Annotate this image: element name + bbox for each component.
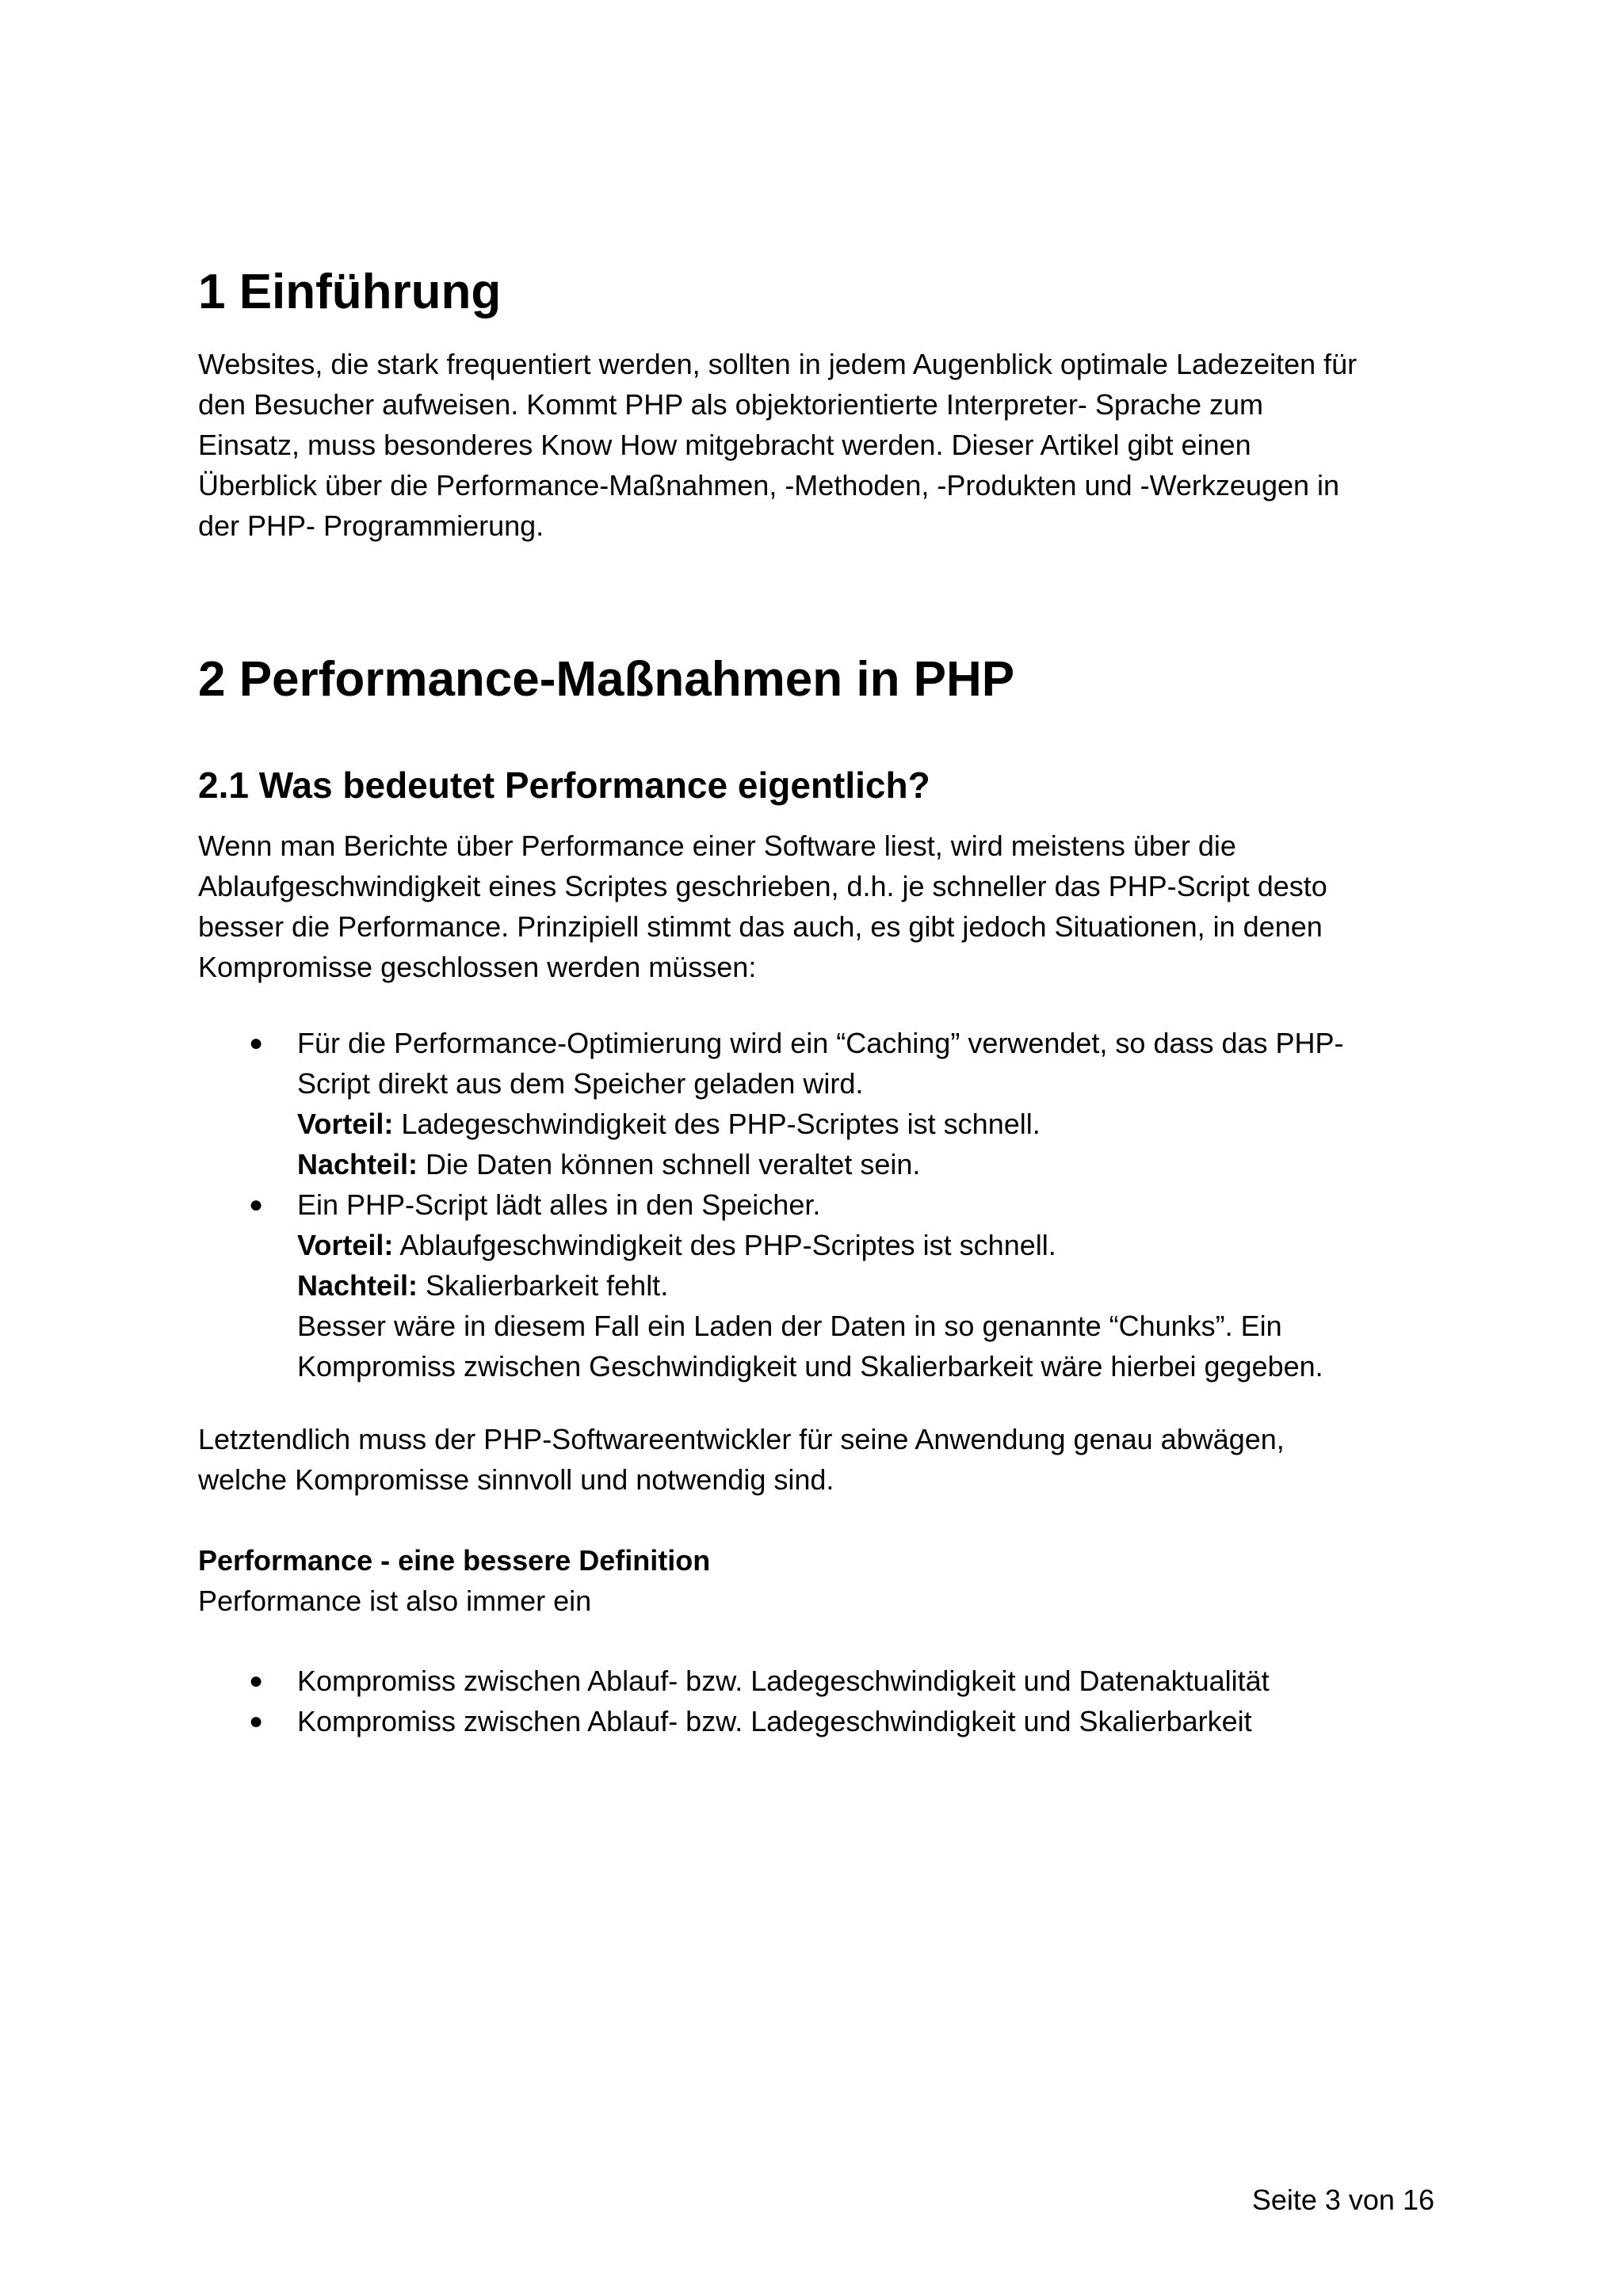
bullet-icon: ● bbox=[249, 1668, 264, 1694]
section-1-heading: 1 Einführung bbox=[198, 265, 502, 319]
bullet-icon: ● bbox=[249, 1030, 264, 1056]
paragraph-line: besser die Performance. Prinzipiell stimmt das auch, es gibt jedoch Situationen, in denen bbox=[198, 910, 1323, 943]
vorteil-label: Vorteil: bbox=[297, 1229, 394, 1261]
bullet-line: Kompromiss zwischen Geschwindigkeit und Skalierbarkeit wäre hierbei gegeben. bbox=[297, 1350, 1323, 1383]
paragraph-line: Wenn man Berichte über Performance einer Software liest, wird meistens über die bbox=[198, 830, 1236, 862]
nachteil-label: Nachteil: bbox=[297, 1148, 418, 1180]
paragraph-line: den Besucher aufweisen. Kommt PHP als objektorientierte Interpreter- Sprache zum bbox=[198, 388, 1263, 421]
vorteil-text: Ablaufgeschwindigkeit des PHP-Scriptes ist schnell. bbox=[393, 1229, 1056, 1261]
page-number: Seite 3 von 16 bbox=[1251, 2183, 1434, 2216]
paragraph-line: Ablaufgeschwindigkeit eines Scriptes geschrieben, d.h. je schneller das PHP-Script desto bbox=[198, 870, 1327, 902]
bullet-icon: ● bbox=[249, 1192, 264, 1218]
bullet-line: Für die Performance-Optimierung wird ein “Caching” verwendet, so dass das PHP- bbox=[297, 1027, 1344, 1059]
paragraph-line: Websites, die stark frequentiert werden, sollten in jedem Augenblick optimale Ladezeiten für bbox=[198, 348, 1358, 380]
bullet-line: Besser wäre in diesem Fall ein Laden der Daten in so genannte “Chunks”. Ein bbox=[297, 1310, 1282, 1342]
bullet-line: Script direkt aus dem Speicher geladen wird. bbox=[297, 1067, 864, 1100]
definition-block bbox=[198, 1540, 1434, 1621]
bullet-line: Kompromiss zwischen Ablauf- bzw. Ladegeschwindigkeit und Skalierbarkeit bbox=[297, 1705, 1252, 1737]
tradeoff-bullet-list bbox=[198, 1023, 1434, 1386]
section-2-heading: 2 Performance-Maßnahmen in PHP bbox=[198, 652, 1015, 707]
vorteil-line bbox=[297, 1104, 1434, 1144]
definition-bullet-list bbox=[198, 1661, 1434, 1741]
bullet-line: Kompromiss zwischen Ablauf- bzw. Ladegeschwindigkeit und Datenaktualität bbox=[297, 1665, 1270, 1697]
nachteil-text: Skalierbarkeit fehlt. bbox=[418, 1269, 669, 1302]
list-item bbox=[198, 1701, 1434, 1741]
paragraph-line: Letztendlich muss der PHP-Softwareentwickler für seine Anwendung genau abwägen, bbox=[198, 1423, 1285, 1455]
paragraph-line: Kompromisse geschlossen werden müssen: bbox=[198, 951, 757, 983]
list-item bbox=[198, 1023, 1434, 1184]
bullet-line: Ein PHP-Script lädt alles in den Speicher. bbox=[297, 1188, 821, 1221]
nachteil-text: Die Daten können schnell veraltet sein. bbox=[418, 1148, 921, 1180]
definition-heading: Performance - eine bessere Definition bbox=[198, 1544, 711, 1577]
vorteil-text: Ladegeschwindigkeit des PHP-Scriptes ist schnell. bbox=[393, 1108, 1041, 1140]
paragraph-line: welche Kompromisse sinnvoll und notwendig sind. bbox=[198, 1463, 834, 1496]
definition-intro: Performance ist also immer ein bbox=[198, 1585, 592, 1617]
vorteil-line bbox=[297, 1225, 1434, 1265]
vorteil-label: Vorteil: bbox=[297, 1108, 394, 1140]
section-1-paragraph bbox=[198, 344, 1434, 546]
paragraph-line: Überblick über die Performance-Maßnahmen, -Methoden, -Produkten und -Werkzeugen in bbox=[198, 469, 1340, 502]
nachteil-line bbox=[297, 1144, 1434, 1184]
nachteil-label: Nachteil: bbox=[297, 1269, 418, 1302]
list-item bbox=[198, 1184, 1434, 1386]
paragraph-line: der PHP- Programmierung. bbox=[198, 509, 544, 542]
bullet-icon: ● bbox=[249, 1708, 264, 1734]
conclusion-paragraph bbox=[198, 1419, 1434, 1500]
subsection-2-1-heading: 2.1 Was bedeutet Performance eigentlich? bbox=[198, 765, 930, 806]
list-item bbox=[198, 1661, 1434, 1701]
nachteil-line bbox=[297, 1265, 1434, 1306]
subsection-intro-paragraph bbox=[198, 826, 1434, 987]
paragraph-line: Einsatz, muss besonderes Know How mitgebracht werden. Dieser Artikel gibt einen bbox=[198, 429, 1251, 461]
